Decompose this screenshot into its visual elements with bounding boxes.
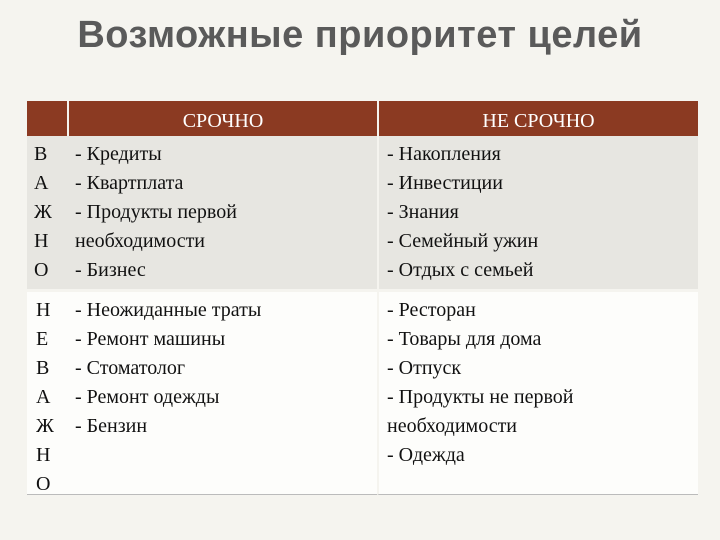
- list-item: - Семейный ужин: [387, 230, 539, 252]
- slide-title: Возможные приоритет целей: [77, 14, 643, 56]
- cell-important-not-urgent: [377, 136, 698, 289]
- row-label-important: В А Ж Н О: [27, 136, 67, 289]
- list-item: - Отпуск: [387, 357, 462, 379]
- cell-important-urgent: [67, 136, 377, 289]
- list-item: необходимости: [75, 230, 206, 252]
- cell-not-important-not-urgent: [377, 289, 698, 495]
- list-item: - Продукты первой: [75, 201, 237, 223]
- list-item: - Накопления: [387, 143, 501, 165]
- list-item: - Стоматолог: [75, 357, 186, 379]
- priority-table: [27, 101, 698, 495]
- header-empty-cell: [27, 101, 67, 136]
- list-item: необходимости: [387, 415, 518, 437]
- list-item: - Одежда: [387, 444, 465, 466]
- cell-not-important-urgent: [67, 289, 377, 495]
- list-item: - Квартплата: [75, 172, 184, 194]
- list-item: - Бизнес: [75, 259, 146, 281]
- list-item: - Товары для дома: [387, 328, 542, 350]
- list-item: - Отдых с семьей: [387, 259, 534, 281]
- list-item: - Неожиданные траты: [75, 299, 262, 321]
- list-item: - Ремонт одежды: [75, 386, 220, 408]
- list-item: - Кредиты: [75, 143, 162, 165]
- list-item: - Продукты не первой: [387, 386, 574, 408]
- list-item: - Ремонт машины: [75, 328, 226, 350]
- list-item: - Инвестиции: [387, 172, 503, 194]
- list-item: - Знания: [387, 201, 459, 223]
- list-item: - Ресторан: [387, 299, 476, 321]
- header-urgent: СРОЧНО: [67, 101, 377, 136]
- row-label-not-important: Н Е В А Ж Н О: [27, 289, 67, 495]
- list-item: - Бензин: [75, 415, 148, 437]
- header-not-urgent: НЕ СРОЧНО: [377, 101, 698, 136]
